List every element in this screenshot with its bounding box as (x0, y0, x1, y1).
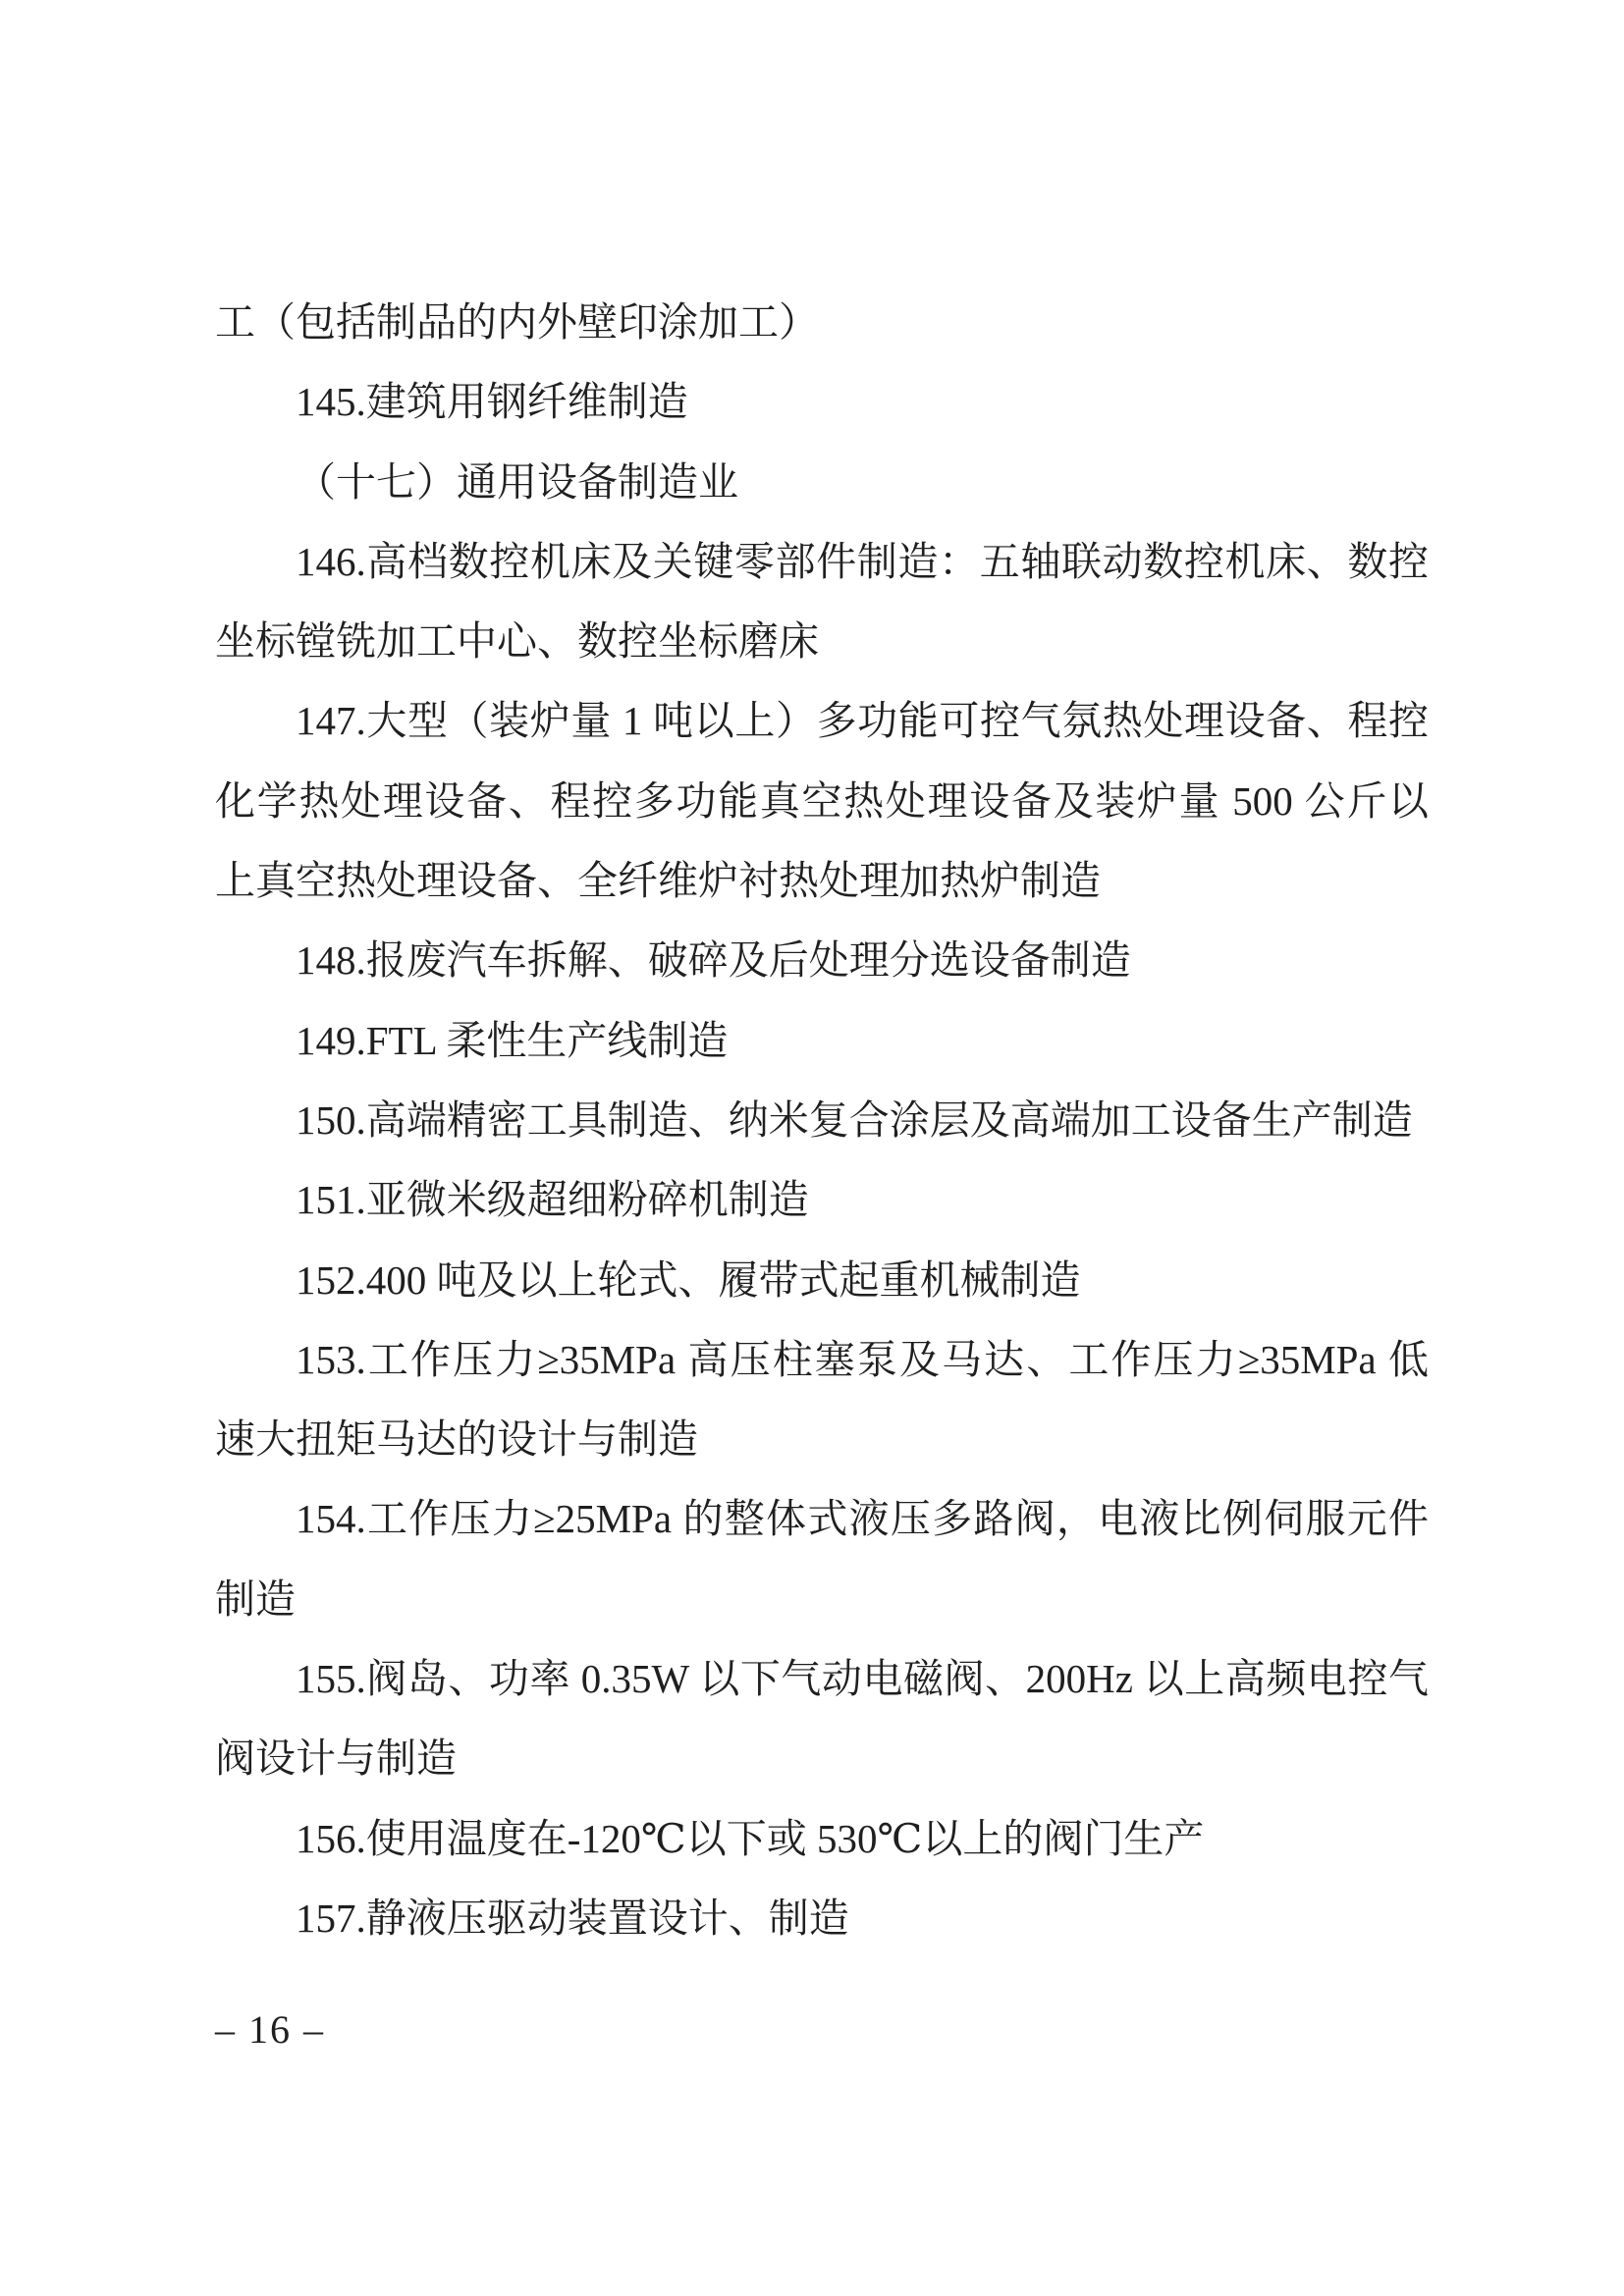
body-text (215, 283, 1429, 1958)
text-line-item-146: 146.高档数控机床及关键零部件制造：五轴联动数控机床、数控 (296, 538, 1429, 584)
text-line-continuation: 制造 (215, 1575, 296, 1622)
text-line-continuation: 工（包括制品的内外壁印涂加工） (215, 299, 819, 345)
text-line-item-150: 150.高端精密工具制造、纳米复合涂层及高端加工设备生产制造 (296, 1096, 1413, 1143)
text-line-continuation: 上真空热处理设备、全纤维炉衬热处理加热炉制造 (215, 858, 1101, 904)
text-line-item-157: 157.静液压驱动装置设计、制造 (296, 1895, 849, 1941)
text-line-section-17: （十七）通用设备制造业 (296, 458, 738, 505)
text-line-continuation: 速大扭矩马达的设计与制造 (215, 1416, 698, 1463)
text-line-item-147: 147.大型（装炉量 1 吨以上）多功能可控气氛热处理设备、程控 (296, 698, 1429, 744)
text-line-item-152: 152.400 吨及以上轮式、履带式起重机械制造 (296, 1256, 1081, 1303)
text-line-item-154: 154.工作压力≥25MPa 的整体式液压多路阀，电液比例伺服元件 (296, 1496, 1429, 1542)
text-line-item-149: 149.FTL 柔性生产线制造 (296, 1017, 729, 1063)
text-line-item-153: 153.工作压力≥35MPa 高压柱塞泵及马达、工作压力≥35MPa 低 (296, 1336, 1429, 1382)
text-line-item-151: 151.亚微米级超细粉碎机制造 (296, 1177, 809, 1223)
text-line-continuation: 坐标镗铣加工中心、数控坐标磨床 (215, 618, 819, 665)
text-line-item-155: 155.阀岛、功率 0.35W 以下气动电磁阀、200Hz 以上高频电控气 (296, 1656, 1429, 1702)
text-line-continuation: 阀设计与制造 (215, 1735, 457, 1782)
page-number: – 16 – (215, 2007, 325, 2052)
text-line-continuation: 化学热处理设备、程控多功能真空热处理设备及装炉量 500 公斤以 (215, 777, 1429, 824)
text-line-item-148: 148.报废汽车拆解、破碎及后处理分选设备制造 (296, 937, 1131, 984)
text-line-item-156: 156.使用温度在-120℃以下或 530℃以上的阀门生产 (296, 1815, 1205, 1861)
text-line-item-145: 145.建筑用钢纤维制造 (296, 379, 688, 425)
